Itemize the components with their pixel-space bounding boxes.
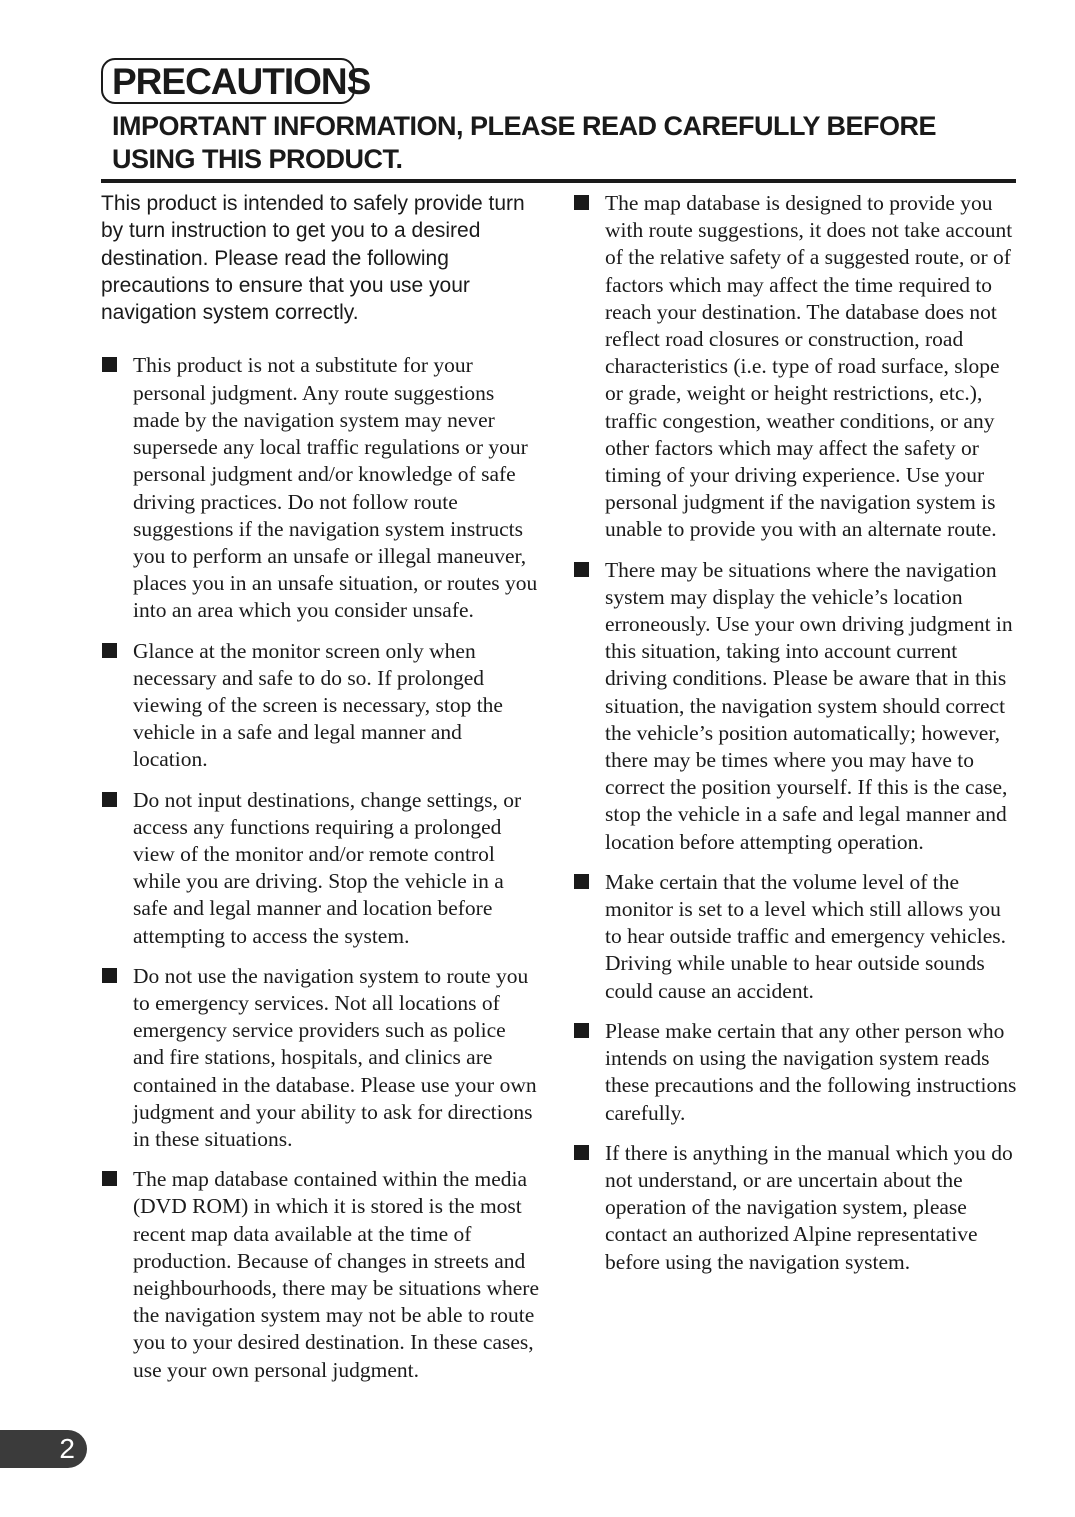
precaution-text: There may be situations where the navigation system may display the vehicle’s location erroneously. Use your own driving judgment in this situation, taking into account current driving conditions. Please be aware that in this situation, the navigation system should correct the vehicle’s position automatically; however, there may be times where you may have to correct the position yourself. If this is the case, stop the vehicle in a safe and legal manner and location before attempting operation. bbox=[605, 557, 1013, 854]
precaution-item bbox=[101, 638, 541, 774]
precaution-text: Glance at the monitor screen only when necessary and safe to do so. If prolonged viewing of the screen is necessary, stop the vehicle in a safe and legal manner and location. bbox=[133, 638, 503, 772]
square-bullet-icon bbox=[102, 357, 117, 372]
precaution-item bbox=[573, 1140, 1018, 1276]
left-column bbox=[101, 190, 541, 1397]
square-bullet-icon bbox=[102, 1171, 117, 1186]
square-bullet-icon bbox=[574, 562, 589, 577]
precaution-text: If there is anything in the manual which you do not understand, or are uncertain about the operation of the navigation system, please contact an authorized Alpine representative before using the navigation system. bbox=[605, 1140, 1013, 1274]
precaution-item bbox=[573, 869, 1018, 1005]
precaution-item bbox=[101, 963, 541, 1153]
square-bullet-icon bbox=[574, 1023, 589, 1038]
page-title: PRECAUTIONS bbox=[101, 58, 355, 104]
precaution-text: Do not input destinations, change settings, or access any functions requiring a prolonged view of the monitor and/or remote control while you are driving. Stop the vehicle in a safe and legal manner and location before attempting to access the system. bbox=[133, 787, 522, 948]
square-bullet-icon bbox=[574, 874, 589, 889]
precaution-item bbox=[573, 190, 1018, 544]
square-bullet-icon bbox=[102, 643, 117, 658]
precaution-item bbox=[101, 787, 541, 950]
precaution-item bbox=[573, 1018, 1018, 1127]
square-bullet-icon bbox=[574, 1145, 589, 1160]
square-bullet-icon bbox=[102, 792, 117, 807]
right-column bbox=[573, 190, 1018, 1289]
precaution-item bbox=[101, 1166, 541, 1384]
precaution-text: Make certain that the volume level of the monitor is set to a level which still allows you to hear outside traffic and emergency vehicles. Driving while unable to hear outside sounds could cause an accident. bbox=[605, 869, 1006, 1003]
precaution-item bbox=[101, 352, 541, 624]
page-number: 2 bbox=[0, 1430, 87, 1468]
square-bullet-icon bbox=[102, 968, 117, 983]
precaution-text: The map database contained within the media (DVD ROM) in which it is stored is the most recent map data available at the time of production. Because of changes in streets and neighbourhoods, there may be situations where the navigation system may not be able to route you to your desired destination. In these cases, use your own personal judgment. bbox=[133, 1167, 540, 1382]
precaution-text: Please make certain that any other person who intends on using the navigation system reads these precautions and the following instructions carefully. bbox=[605, 1018, 1017, 1125]
precaution-text: This product is not a substitute for your personal judgment. Any route suggestions made by the navigation system may never supersede any local traffic regulations or your personal judgment and/or knowledge of safe driving practices. Do not follow route suggestions if the navigation system instructs you to perform an unsafe or illegal maneuver, places you in an unsafe situation, or routes you into an area which you consider unsafe. bbox=[133, 353, 538, 623]
header-divider bbox=[101, 179, 1016, 183]
page-subtitle: IMPORTANT INFORMATION, PLEASE READ CAREFULLY BEFORE USING THIS PRODUCT. bbox=[112, 111, 937, 174]
precaution-item bbox=[573, 557, 1018, 856]
intro-paragraph: This product is intended to safely provide turn by turn instruction to get you to a desired destination. Please read the following precautions to ensure that you use your navigation system correctly. bbox=[101, 192, 525, 325]
precaution-text: Do not use the navigation system to route you to emergency services. Not all locations of emergency service providers such as police and fire stations, hospitals, and clinics are contained in the database. Please use your own judgment and your ability to ask for directions in these situations. bbox=[133, 963, 537, 1151]
square-bullet-icon bbox=[574, 195, 589, 210]
precaution-text: The map database is designed to provide you with route suggestions, it does not take account of the relative safety of a suggested route, or of factors which may affect the time required to reach your destination. The database does not reflect road closures or construction, road characteristics (i.e. type of road surface, slope or grade, weight or height restrictions, etc.), traffic congestion, weather conditions, or any other factors which may affect the safety or timing of your driving experience. Use your personal judgment if the navigation system is unable to provide you with an alternate route. bbox=[605, 191, 1013, 542]
